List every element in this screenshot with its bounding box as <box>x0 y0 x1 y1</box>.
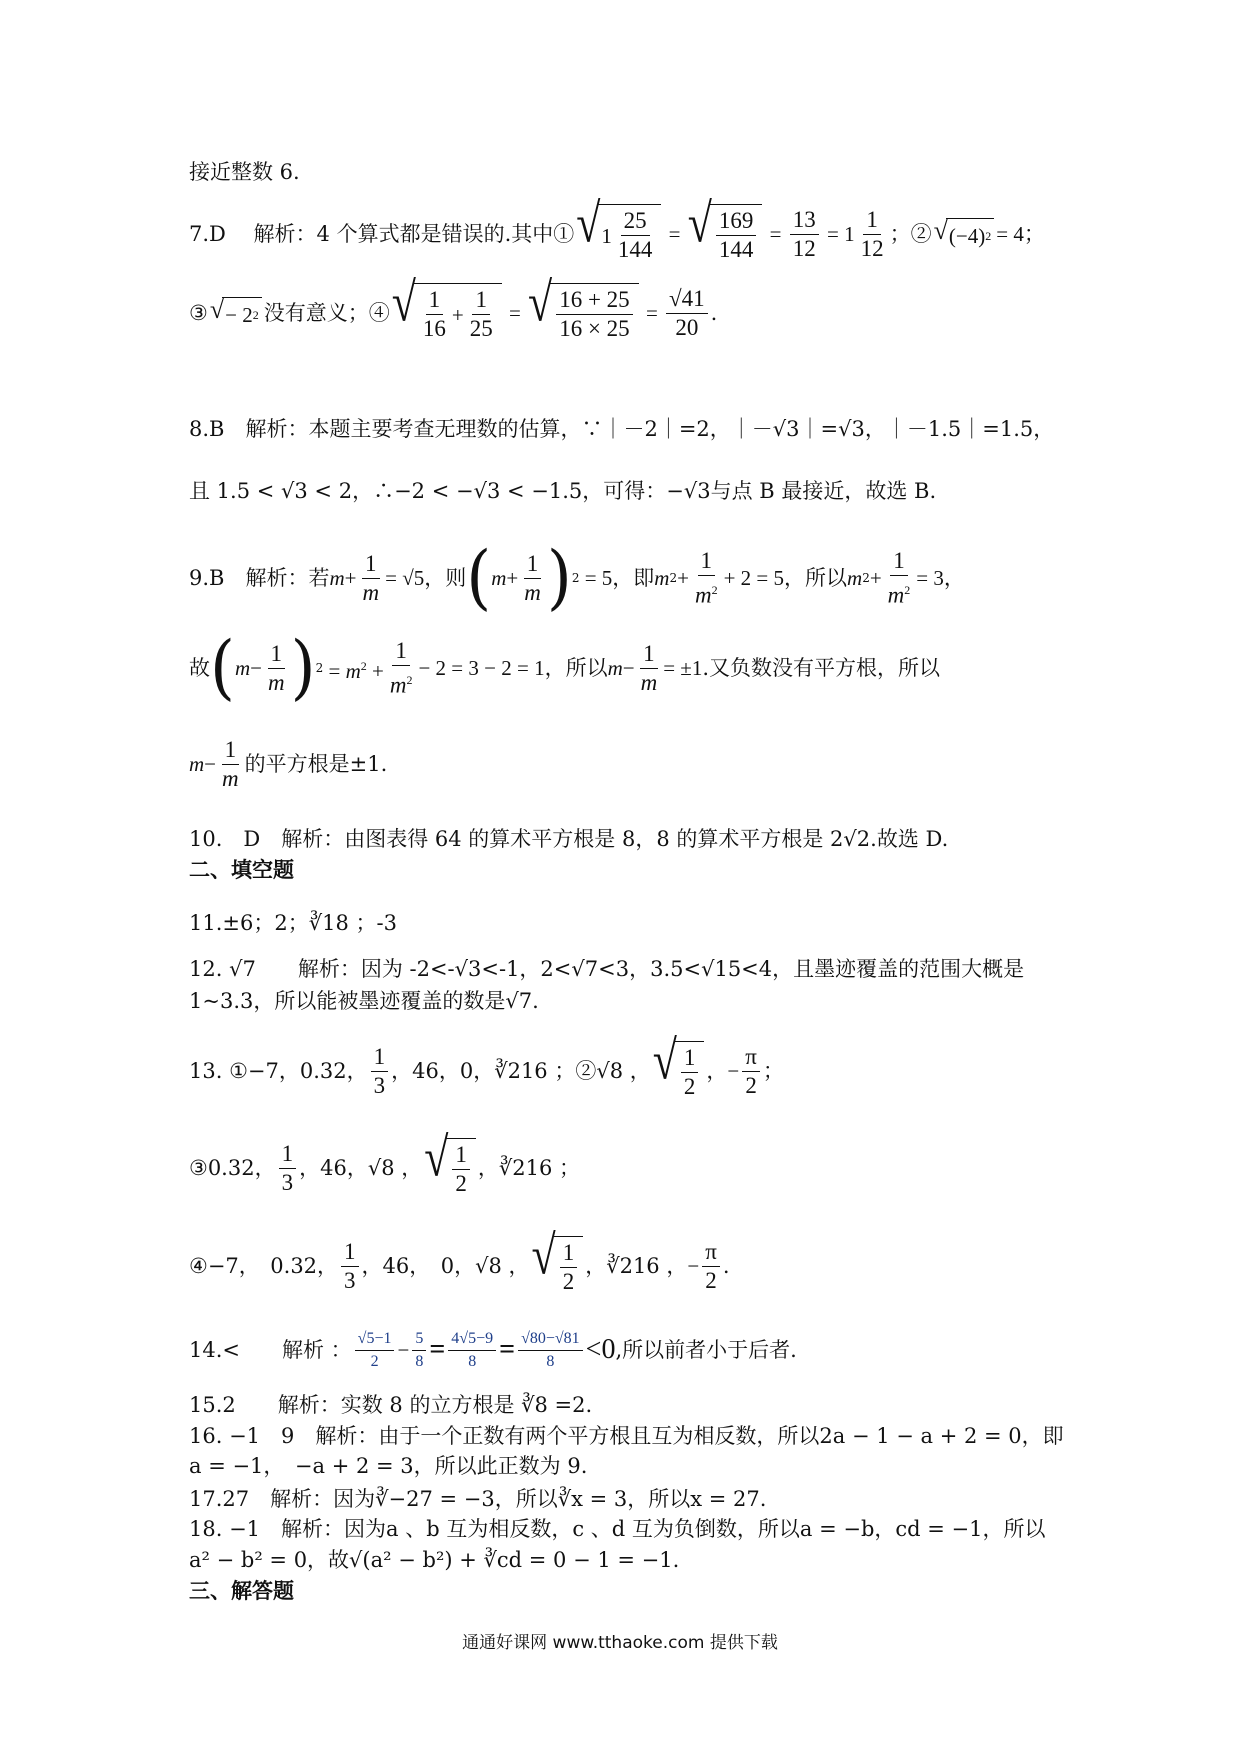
text-line: 接近整数 6. <box>189 160 300 184</box>
fraction: $\frac{\pi}{2}$ <box>702 1238 720 1295</box>
q12-line-1: 12. √7 解析：因为 -2<-√3<-1，2<√7<3，3.5<√15<4，且墨迹覆盖的范围大概是 <box>189 957 1025 981</box>
q18-line-2: a² − b² = 0，故√(a² − b²) + ∛cd = 0 − 1 = −1. <box>189 1548 680 1572</box>
fraction: $\frac{1}{m}$ <box>362 550 380 605</box>
fraction: $\frac{1}{m^2}$ <box>887 547 911 608</box>
fraction: $\frac{1}{3}$ <box>371 1043 389 1100</box>
fraction: $\frac{1}{m^2}$ <box>389 637 413 698</box>
q7-line-2: ③ √ − 2 2 没有意义；④ √ $\frac{1}{16}$ + $\frac{1}{25}$ = √ $\frac{16 + 25}{16 \times 25}$ = $\frac{√41}{20}$ . <box>189 271 718 341</box>
sqrt-expression: √ $\frac{1}{2}$ <box>532 1236 584 1296</box>
q16-line-1: 16. −1 9 解析：由于一个正数有两个平方根且互为相反数，所以2a − 1 − a + 2 = 0，即 <box>189 1424 1064 1448</box>
q13-line-2: ③0.32， $\frac{1}{3}$ ，46，√8 ， √ $\frac{1}{2}$ ，∛216 ； <box>189 1126 581 1196</box>
q9-line-1: 9.B 解析：若 m + $\frac{1}{m}$ = √5 ，则 ( m + $\frac{1}{m}$ ) 2 = 5 ，即 m 2 + $\frac{1}{m^2}$ + 2 = 5 ，所以 m 2 + $\frac{1}{m^2}$ = 3， <box>189 537 965 619</box>
q8-line-2: 且 1.5 < √3 < 2，∴−2 < −√3 < −1.5，可得：−√3与点 B 最接近，故选 B. <box>189 479 937 503</box>
fraction: $\frac{√5-1}{2}$ <box>355 1328 395 1373</box>
q13-line-3: ④−7， 0.32， $\frac{1}{3}$ ，46， 0，√8 ， √ $\frac{1}{2}$ ，∛216 ， − $\frac{\pi}{2}$ . <box>189 1224 730 1294</box>
section-heading: 三、解答题 <box>189 1579 294 1603</box>
q7-line-1: 7.D 解析：4 个算式都是错误的.其中① √ 1 $\frac{25}{144}$ = √ $\frac{169}{144}$ = $\frac{13}{12}$ = 1 $\frac{1}{12}$ ；② √ (−4) 2 = 4； <box>189 192 1045 262</box>
fraction: $\frac{1}{3}$ <box>279 1140 297 1197</box>
sqrt-expression: √ 1 $\frac{25}{144}$ <box>576 204 661 264</box>
q9-line-3: m − $\frac{1}{m}$ 的平方根是±1. <box>189 736 388 791</box>
fraction: $\frac{13}{12}$ <box>790 206 819 263</box>
fraction: $\frac{1}{m}$ <box>640 640 658 695</box>
sqrt-expression: √ (−4) 2 <box>934 218 995 251</box>
q17-line: 17.27 解析：因为∛−27 = −3，所以∛x = 3，所以x = 27. <box>189 1487 767 1511</box>
sqrt-expression: √ $\frac{16 + 25}{16 \times 25}$ <box>528 283 639 343</box>
sqrt-expression: √ $\frac{1}{2}$ <box>653 1041 705 1101</box>
q12-line-2: 1~3.3，所以能被墨迹覆盖的数是√7. <box>189 989 539 1013</box>
fraction: $\frac{\pi}{2}$ <box>742 1043 760 1100</box>
q11-line: 11.±6；2；∛18 ；-3 <box>189 911 397 935</box>
q13-line-1: 13. ①−7，0.32， $\frac{1}{3}$ ，46，0，∛216 ；②√8 ， √ $\frac{1}{2}$ ， − $\frac{\pi}{2}$ ； <box>189 1029 784 1099</box>
q16-line-2: a = −1， −a + 2 = 3，所以此正数为 9. <box>189 1454 588 1478</box>
fraction: $\frac{5}{8}$ <box>412 1328 426 1373</box>
section-heading: 二、填空题 <box>189 858 294 882</box>
q14-line: 14.< 解析 ： $\frac{√5-1}{2}$ − $\frac{5}{8}$ = $\frac{4√5-9}{8}$ = $\frac{√80-√81}{8}$ <0 ,所以前者小于后者. <box>189 1322 1060 1378</box>
fraction: $\frac{1}{m^2}$ <box>694 547 718 608</box>
fraction: $\frac{1}{m}$ <box>524 550 541 605</box>
fraction: $\frac{1}{m}$ <box>222 736 239 791</box>
fraction: $\frac{√41}{20}$ <box>666 285 708 342</box>
fraction: $\frac{√80-√81}{8}$ <box>518 1328 583 1373</box>
sqrt-expression: √ $\frac{169}{144}$ <box>688 204 763 264</box>
q9-line-2: 故 ( m − $\frac{1}{m}$ ) 2 = $m^2$ + $\frac{1}{m^2}$ − 2 = 3 − 2 = 1 ，所以 m − $\frac{1}{m}$ = ±1 .又负数没有平方根，所以 <box>189 627 941 709</box>
sqrt-expression: √ $\frac{1}{16}$ + $\frac{1}{25}$ <box>392 283 502 343</box>
q8-line-1: 8.B 解析：本题主要考查无理数的估算，∵｜－2｜=2，｜－√3｜=√3，｜－1.5｜=1.5， <box>189 417 1055 441</box>
fraction: $\frac{1}{12}$ <box>860 206 884 261</box>
q10-line: 10. D 解析：由图表得 64 的算术平方根是 8，8 的算术平方根是 2√2.故选 D. <box>189 827 949 851</box>
fraction: $\frac{4√5-9}{8}$ <box>448 1328 496 1373</box>
q18-line-1: 18. −1 解析：因为a 、b 互为相反数，c 、d 互为负倒数，所以a = −b，cd = −1，所以 <box>189 1517 1046 1541</box>
sqrt-expression: √ $\frac{1}{2}$ <box>424 1138 476 1198</box>
fraction: $\frac{1}{3}$ <box>341 1238 359 1295</box>
fraction: $\frac{1}{m}$ <box>267 640 285 695</box>
sqrt-expression: √ − 2 2 <box>210 297 262 330</box>
q15-line: 15.2 解析：实数 8 的立方根是 ∛8 =2. <box>189 1393 593 1417</box>
page-footer: 通通好课网 www.tthaoke.com 提供下载 <box>462 1633 778 1653</box>
